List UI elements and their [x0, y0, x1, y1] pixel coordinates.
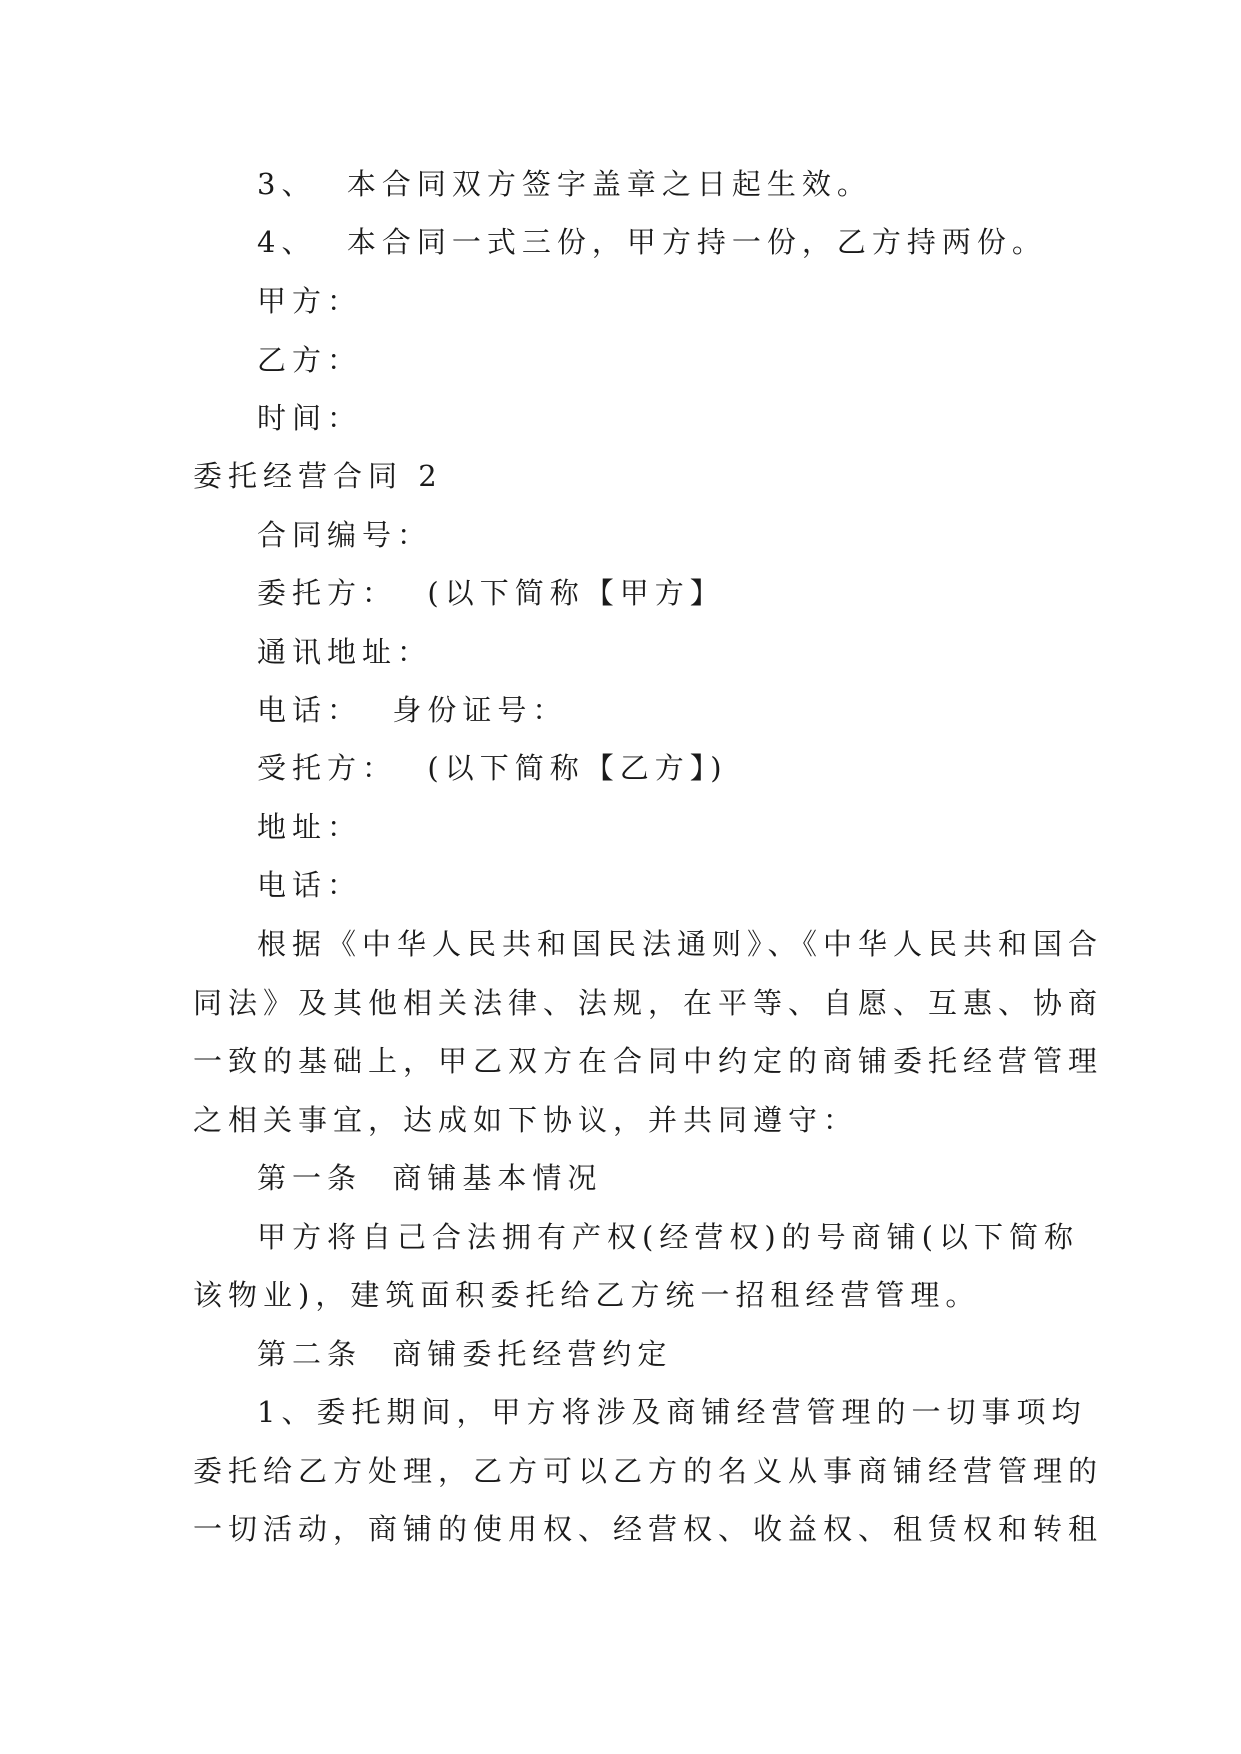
article-2-line: 委托给乙方处理，乙方可以乙方的名义从事商铺经营管理的: [193, 1454, 1104, 1488]
agent-phone-label: 电话：: [257, 868, 363, 902]
article-1-line: 甲方将自己合法拥有产权(经营权)的号商铺(以下简称: [257, 1220, 1079, 1254]
party-a-label: 甲方：: [257, 284, 363, 318]
contract-number-label: 合同编号：: [257, 518, 433, 552]
article-2-line: 1、委托期间，甲方将涉及商铺经营管理的一切事项均: [257, 1395, 1087, 1429]
preamble-line: 根据《中华人民共和国民法通则》、《中华人民共和国合: [257, 927, 1104, 961]
party-b-label: 乙方：: [257, 343, 363, 377]
preamble-line: 之相关事宜，达成如下协议，并共同遵守：: [193, 1103, 859, 1137]
article-2-line: 一切活动，商铺的使用权、经营权、收益权、租赁权和转租: [193, 1512, 1104, 1546]
time-label: 时间：: [257, 401, 363, 435]
contract-title: 委托经营合同 2: [193, 459, 443, 493]
preamble-line: 同法》及其他相关法律、法规，在平等、自愿、互惠、协商: [193, 986, 1104, 1020]
clause-3: 3、 本合同双方签字盖章之日起生效。: [257, 167, 872, 201]
agent-label: 受托方： (以下简称【乙方】): [257, 751, 728, 785]
address-label: 通讯地址：: [257, 635, 433, 669]
phone-id-label: 电话： 身份证号：: [257, 693, 568, 727]
clause-4: 4、 本合同一式三份，甲方持一份，乙方持两份。: [257, 225, 1047, 259]
principal-label: 委托方： (以下简称【甲方】: [257, 576, 725, 610]
preamble-line: 一致的基础上，甲乙双方在合同中约定的商铺委托经营管理: [193, 1044, 1104, 1078]
article-1-title: 第一条 商铺基本情况: [257, 1161, 603, 1195]
article-1-line: 该物业)，建筑面积委托给乙方统一招租经营管理。: [193, 1278, 981, 1312]
agent-address-label: 地址：: [257, 810, 363, 844]
article-2-title: 第二条 商铺委托经营约定: [257, 1337, 673, 1371]
